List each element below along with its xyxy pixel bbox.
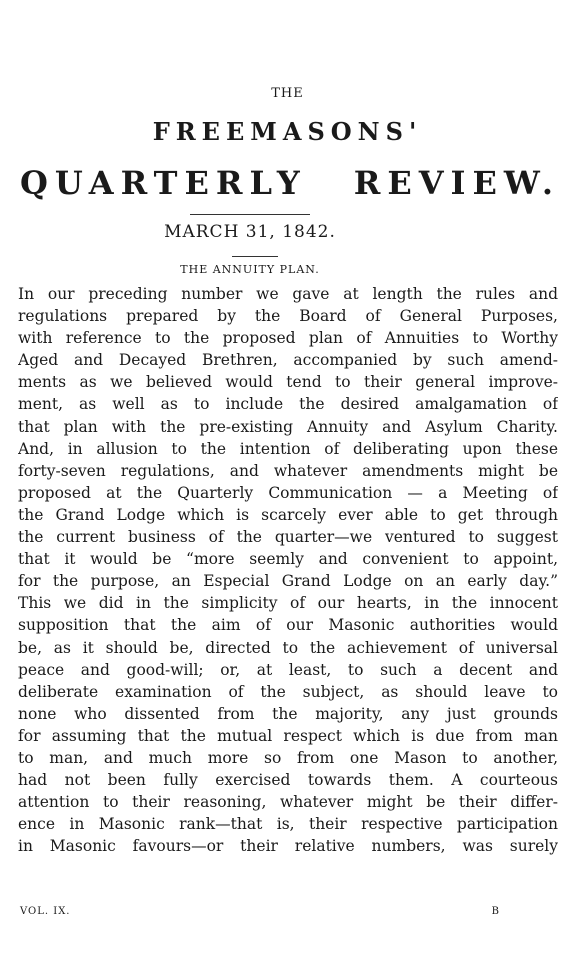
article-line: be, as it should be, directed to the achievement of universal <box>18 638 558 657</box>
article-line: peace and good-will; or, at least, to such a decent and <box>18 660 558 679</box>
article-line: supposition that the aim of our Masonic authorities would <box>18 616 558 635</box>
article-line: ments as we believed would tend to their general improve- <box>18 373 558 392</box>
article-line: that it would be “more seemly and convenient to appoint, <box>18 550 558 569</box>
volume-label: VOL. IX. <box>20 906 71 917</box>
divider-rule-short <box>232 256 278 257</box>
article-line: In our preceding number we gave at length the rules and <box>18 285 558 303</box>
article-line: attention to their reasoning, whatever might be their differ- <box>18 793 558 812</box>
article-line: deliberate examination of the subject, as should leave to <box>18 682 558 701</box>
article-title: THE ANNUITY PLAN. <box>180 263 320 276</box>
article-line: for assuming that the mutual respect which is due from man <box>18 726 558 745</box>
journal-title-line2 <box>20 164 560 202</box>
journal-title-review: REVIEW. <box>353 164 560 202</box>
article-line: proposed at the Quarterly Communication — a Meeting of <box>18 483 558 502</box>
article-line: Aged and Decayed Brethren, accompanied by such amend- <box>18 351 558 370</box>
article-line: ment, as well as to include the desired amalgamation of <box>18 395 558 414</box>
header-the: THE <box>271 86 304 101</box>
issue-date: MARCH 31, 1842. <box>164 222 336 242</box>
article-body <box>18 283 558 857</box>
article-line: with reference to the proposed plan of Annuities to Worthy <box>18 329 558 348</box>
article-line: in Masonic favours—or their relative numbers, was surely <box>18 837 558 856</box>
divider-rule <box>190 214 310 215</box>
article-line: to man, and much more so from one Mason to another, <box>18 748 558 767</box>
article-line: the Grand Lodge which is scarcely ever able to get through <box>18 505 558 524</box>
journal-title-line1: FREEMASONS' <box>152 117 423 146</box>
article-line: regulations prepared by the Board of General Purposes, <box>18 307 558 326</box>
journal-title-quarterly: QUARTERLY <box>20 164 307 202</box>
article-line: for the purpose, an Especial Grand Lodge on an early day.” <box>18 572 558 591</box>
article-line: none who dissented from the majority, any just grounds <box>18 704 558 723</box>
article-line: that plan with the pre-existing Annuity and Asylum Charity. <box>18 417 558 436</box>
article-line: ence in Masonic rank—that is, their respective participation <box>18 815 558 834</box>
page-footer <box>20 906 500 917</box>
article-line: forty-seven regulations, and whatever amendments might be <box>18 461 558 480</box>
article-line: And, in allusion to the intention of deliberating upon these <box>18 439 558 458</box>
article-line: had not been fully exercised towards them. A courteous <box>18 771 558 790</box>
article-line: the current business of the quarter—we ventured to suggest <box>18 528 558 547</box>
article-line: This we did in the simplicity of our hearts, in the innocent <box>18 594 558 613</box>
signature-mark: B <box>491 906 500 917</box>
